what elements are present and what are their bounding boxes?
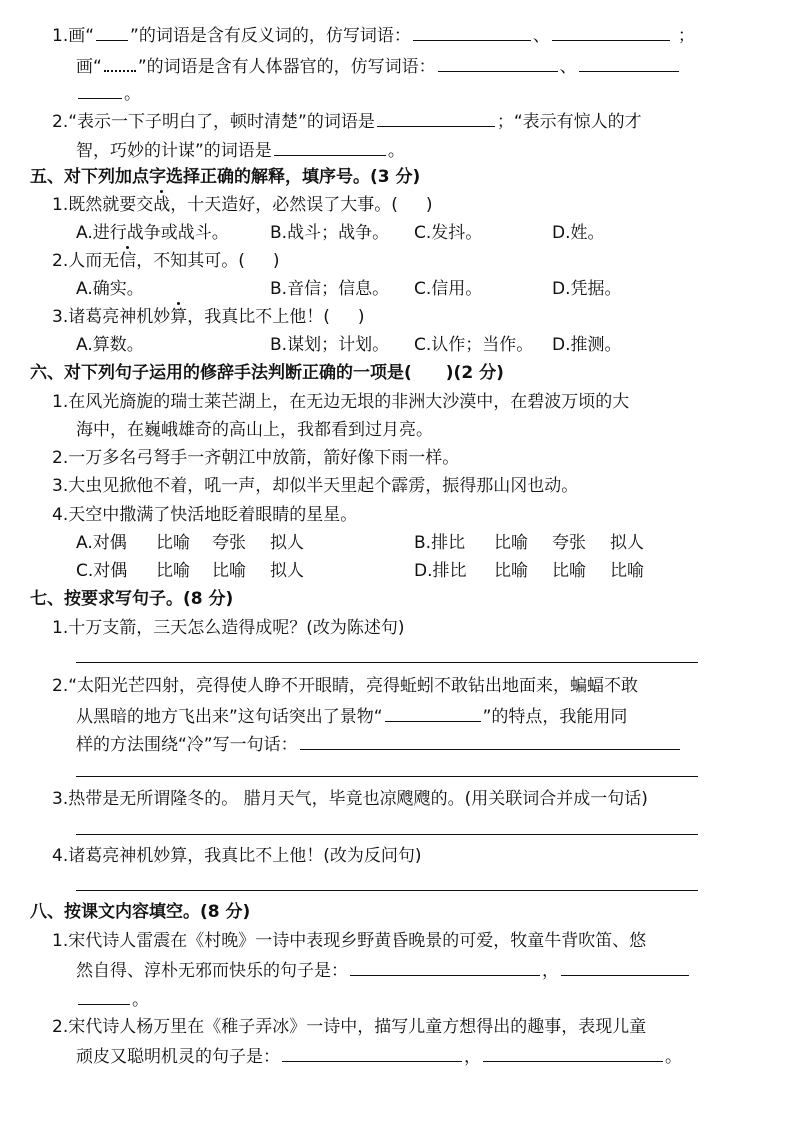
example-blank-wavy[interactable] [104,54,136,72]
q6-title-score: )(2 分) [445,363,504,383]
option-c: C.信用。 [414,279,483,299]
answer-blank[interactable] [350,959,540,976]
q7-item3: 3.热带是无所谓隆冬的。 腊月天气，毕竟也凉飕飕的。(用关联词合并成一句话) [52,789,648,809]
comma: ， [542,961,559,981]
answer-blank[interactable] [78,82,122,99]
q7-item2-line3 [76,733,794,756]
answer-blank[interactable] [385,705,481,722]
answer-blank[interactable] [579,55,679,72]
line-end: 。 [132,990,149,1010]
option-b: B.谋划；计划。 [270,335,390,355]
paren-close: ) [425,195,433,215]
separator: 、 [532,26,550,46]
option-b-label: B.排比 [414,533,466,553]
q7-item2-text: ”的特点，我能用同 [482,707,628,727]
option-c-word: 拟人 [270,561,304,581]
q6-sentence1a: 1.在风光旖旎的瑞士莱芒湖上，在无边无垠的非洲大沙漠中，在碧波万顷的大 [52,392,630,412]
q4-item2-text: 2.“表示一下子明白了，顿时清楚”的词语是 [52,112,375,132]
option-a-word: 比喻 [156,533,190,553]
option-a-word: 夸张 [212,533,246,553]
q4-item2-line2 [76,139,794,162]
example-blank-straight[interactable] [96,24,128,41]
answer-blank[interactable] [552,24,670,41]
option-c-word: 比喻 [156,561,190,581]
q7-title: 七、按要求写句子。(8 分) [30,589,234,609]
option-a: A.算数。 [76,335,144,355]
q4-item2-text-b: ；“表示有惊人的才 [496,112,642,132]
q8-item2-text: 顽皮又聪明机灵的句子是： [76,1047,280,1067]
q4-item1-line3 [76,82,794,105]
q4-item1b-prefix: 画“ [76,57,102,77]
q7-item3-answer-line[interactable] [76,834,698,835]
option-b: B.音信；信息。 [270,279,390,299]
q7-item2-line1: 2.“太阳光芒四射，亮得使人睁不开眼睛，亮得蚯蚓不敢钻出地面来，蝙蝠不敢 [52,676,639,696]
option-b-word: 比喻 [494,533,528,553]
paren-close: ) [272,251,280,271]
option-a: A.确实。 [76,279,144,299]
q7-item1-answer-line[interactable] [76,662,698,663]
item-text: 1.既然就要交 [52,195,154,215]
dotted-char: 信 [119,251,137,271]
q8-item2-line1: 2.宋代诗人杨万里在《稚子弄冰》一诗中，描写儿童方想得出的趣事，表现儿童 [52,1017,647,1037]
answer-blank[interactable] [78,988,130,1005]
q8-item1-line2 [76,959,794,982]
q7-item4: 4.诸葛亮神机妙算，我真比不上他！(改为反问句) [52,846,422,866]
q7-item2-text: 从黑暗的地方飞出来”这句话突出了景物“ [76,707,383,727]
q6-sentence3: 3.大虫见掀他不着，吼一声，却似半天里起个霹雳，振得那山冈也动。 [52,476,579,496]
q4-item2-line1 [52,110,794,133]
q5-item3 [52,306,794,328]
q4-item2-text-c: 智，巧妙的计谋”的词语是 [76,141,272,161]
answer-blank[interactable] [413,24,531,41]
q7-item2-text: 样的方法围绕“冷”写一句话： [76,735,298,755]
option-d-word: 比喻 [494,561,528,581]
option-c-word: 比喻 [212,561,246,581]
option-a-label: A.对偶 [76,533,127,553]
option-c: C.认作；当作。 [414,335,534,355]
option-c: C.发抖。 [414,223,483,243]
q8-item1-text: 然自得、淳朴无邪而快乐的句子是： [76,961,348,981]
separator: 、 [559,57,577,77]
item-text: ，不知其可。( [136,251,245,271]
q7-item2-answer-line[interactable] [76,776,698,777]
paren-close: ) [357,307,365,327]
option-b: B.战斗；战争。 [270,223,390,243]
q4-item1b-text: ”的词语是含有人体器官的，仿写词语： [137,57,436,77]
option-d-word: 比喻 [610,561,644,581]
item-text: 3.诸葛亮神机妙 [52,307,171,327]
answer-blank[interactable] [300,733,680,750]
dotted-char: 算 [170,307,188,327]
comma: ， [464,1047,481,1067]
answer-blank[interactable] [377,110,495,127]
q6-title [30,362,794,384]
option-a: A.进行战争或战斗。 [76,223,229,243]
answer-blank[interactable] [282,1045,462,1062]
option-d-label: D.排比 [414,561,467,581]
line-end: 。 [665,1047,682,1067]
q6-sentence1b: 海中，在巍峨雄奇的高山上，我都看到过月亮。 [76,420,433,440]
line-end: 。 [124,84,141,104]
option-c-label: C.对偶 [76,561,128,581]
q4-item1-prefix: 1.画“ [52,26,95,46]
q8-item1-line1: 1.宋代诗人雷震在《村晚》一诗中表现乡野黄昏晚景的可爱，牧童牛背吹笛、悠 [52,931,647,951]
answer-blank[interactable] [561,959,689,976]
line-end: ； [677,26,695,46]
q4-item1-line1 [52,24,794,47]
q6-sentence4: 4.天空中撒满了快活地眨着眼睛的星星。 [52,505,358,525]
q8-title: 八、按课文内容填空。(8 分) [30,902,251,922]
dotted-char: 战 [153,195,171,215]
q6-sentence2: 2.一万多名弓弩手一齐朝江中放箭，箭好像下雨一样。 [52,448,460,468]
option-d: D.姓。 [552,223,605,243]
option-a-word: 拟人 [270,533,304,553]
option-b-word: 拟人 [610,533,644,553]
q6-title-text: 六、对下列句子运用的修辞手法判断正确的一项是( [30,363,412,383]
option-d: D.推测。 [552,335,622,355]
q8-item1-line3 [76,988,794,1011]
answer-blank[interactable] [438,55,558,72]
item-text: ，我真比不上他！( [187,307,330,327]
q8-item2-line2 [76,1045,794,1068]
q4-item1-text: ”的词语是含有反义词的，仿写词语： [130,26,411,46]
option-d-word: 比喻 [552,561,586,581]
q5-item1 [52,194,794,216]
option-d: D.凭据。 [552,279,622,299]
option-b-word: 夸张 [552,533,586,553]
q7-item4-answer-line[interactable] [76,890,698,891]
q7-item2-line2 [76,705,794,728]
answer-blank[interactable] [483,1045,663,1062]
q7-item1: 1.十万支箭，三天怎么造得成呢？(改为陈述句) [52,618,405,638]
item-text: 2.人而无 [52,251,120,271]
item-text: ，十天造好，必然误了大事。( [170,195,398,215]
q5-item2 [52,250,794,272]
q4-item1-line2 [76,54,794,78]
q5-title: 五、对下列加点字选择正确的解释，填序号。(3 分) [30,167,421,187]
line-end: 。 [387,141,405,161]
answer-blank[interactable] [274,139,386,156]
